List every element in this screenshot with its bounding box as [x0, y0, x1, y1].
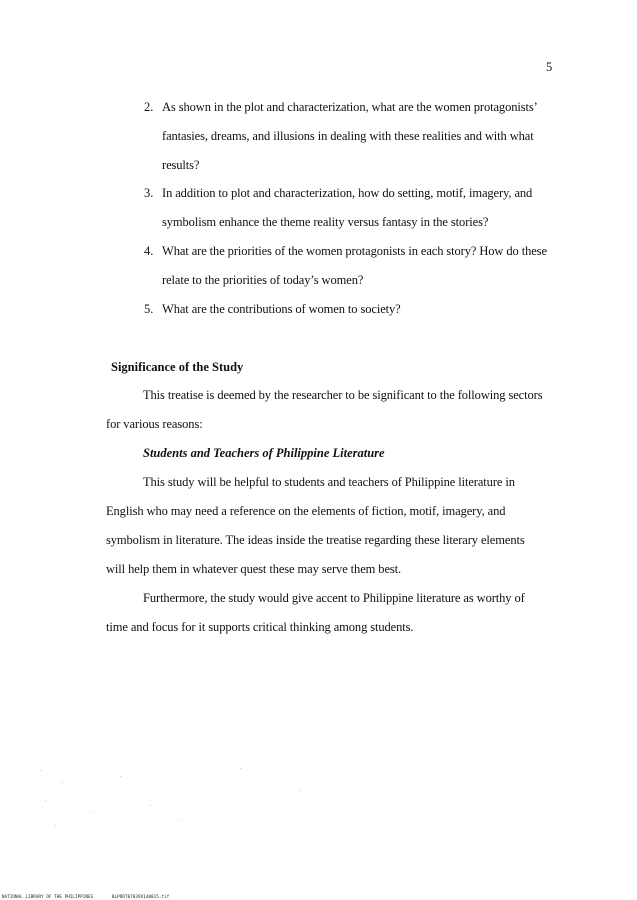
question-2-line-3: results? — [162, 158, 200, 172]
paragraph-1-line-1: This study will be helpful to students and teachers of Philippine literature in — [143, 475, 515, 489]
intro-line-2: for various reasons: — [106, 417, 203, 431]
question-4-line-1: What are the priorities of the women protagonists in each story? How do these — [162, 244, 547, 258]
footer-file-code: BLPDRT07039V140015.tif — [112, 894, 170, 899]
intro-line-1: This treatise is deemed by the researcher to be significant to the following sectors — [143, 388, 543, 402]
paragraph-1-line-2: English who may need a reference on the elements of fiction, motif, imagery, and — [106, 504, 506, 518]
question-3-line-1: In addition to plot and characterization, how do setting, motif, imagery, and — [162, 186, 533, 200]
question-5-number: 5. — [144, 302, 154, 316]
question-4-number: 4. — [144, 244, 154, 258]
paragraph-2-line-2: time and focus for it supports critical thinking among students. — [106, 620, 414, 634]
subheading-students-teachers: Students and Teachers of Philippine Literature — [143, 446, 385, 460]
question-2-number: 2. — [144, 100, 154, 114]
paragraph-1-line-4: will help them in whatever quest these may serve them best. — [106, 562, 402, 576]
question-5-line-1: What are the contributions of women to society? — [162, 302, 401, 316]
page-number: 5 — [546, 60, 553, 74]
question-3-line-2: symbolism enhance the theme reality versus fantasy in the stories? — [162, 215, 489, 229]
paragraph-1-line-3: symbolism in literature. The ideas inside the treatise regarding these literary elements — [106, 533, 525, 547]
question-2-line-1: As shown in the plot and characterization, what are the women protagonists’ — [162, 100, 538, 114]
section-heading: Significance of the Study — [111, 360, 244, 374]
question-3-number: 3. — [144, 186, 154, 200]
paragraph-2-line-1: Furthermore, the study would give accent to Philippine literature as worthy of — [143, 591, 525, 605]
question-4-line-2: relate to the priorities of today’s women? — [162, 273, 364, 287]
footer-library-name: NATIONAL LIBRARY OF THE PHILIPPINES — [2, 894, 94, 899]
question-2-line-2: fantasies, dreams, and illusions in dealing with these realities and with what — [162, 129, 534, 143]
